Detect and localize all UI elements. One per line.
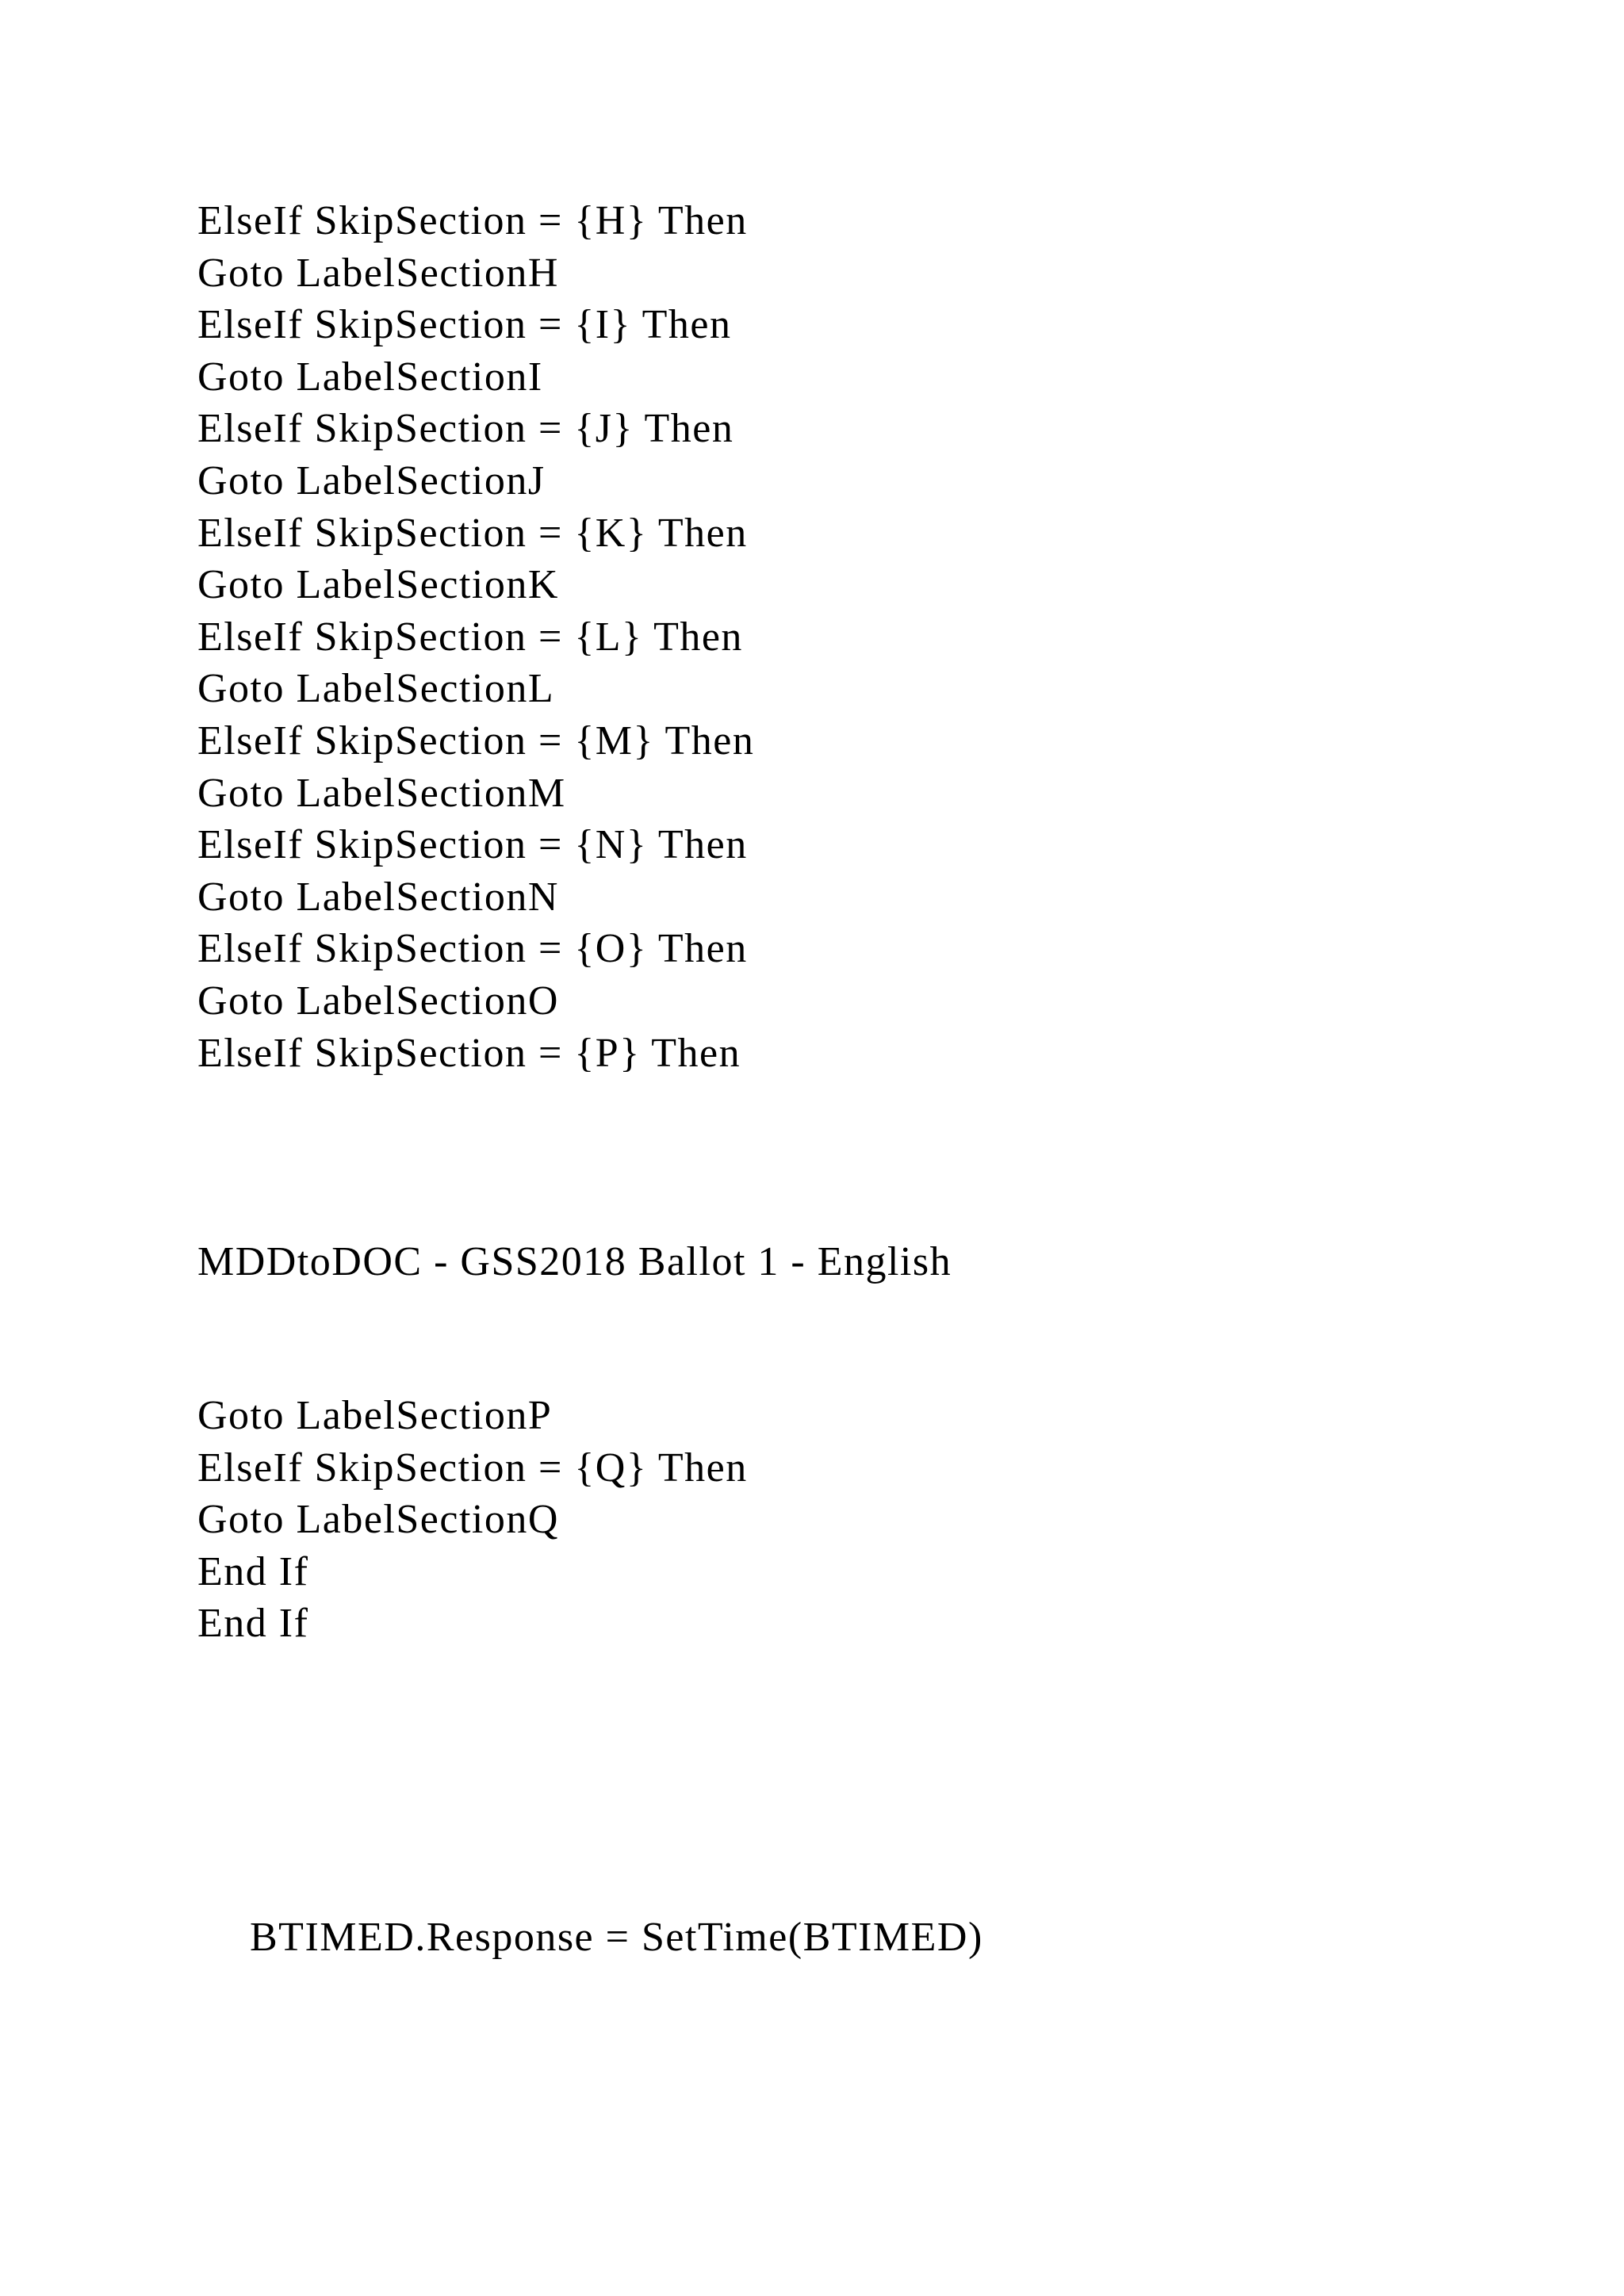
- code-line: Goto LabelSectionK: [197, 562, 559, 608]
- code-line: ElseIf SkipSection = {P} Then: [197, 1030, 741, 1076]
- page-header-text: MDDtoDOC - GSS2018 Ballot 1 - English: [197, 1239, 952, 1284]
- code-line: ElseIf SkipSection = {J} Then: [197, 406, 734, 452]
- code-line: Goto LabelSectionH: [197, 250, 559, 296]
- code-line: Goto LabelSectionN: [197, 874, 559, 920]
- code-line: ElseIf SkipSection = {Q} Then: [197, 1445, 748, 1490]
- code-line: Goto LabelSectionL: [197, 666, 555, 712]
- code-block-set-time: [250, 1911, 983, 1964]
- code-block-goto-end: [197, 1390, 748, 1650]
- code-line: Goto LabelSectionO: [197, 978, 559, 1024]
- code-line: End If: [197, 1548, 309, 1594]
- code-line: End If: [197, 1601, 309, 1647]
- code-line: Goto LabelSectionI: [197, 354, 543, 400]
- code-line: ElseIf SkipSection = {H} Then: [197, 198, 748, 243]
- code-line: ElseIf SkipSection = {O} Then: [197, 926, 748, 972]
- code-block-skip-sections: [197, 195, 754, 1079]
- code-line: ElseIf SkipSection = {N} Then: [197, 822, 748, 868]
- code-line: ElseIf SkipSection = {M} Then: [197, 718, 755, 763]
- code-line: ElseIf SkipSection = {I} Then: [197, 302, 732, 348]
- code-line: Goto LabelSectionM: [197, 770, 566, 816]
- code-line: BTIMED.Response = SetTime(BTIMED): [250, 1915, 983, 1960]
- code-line: Goto LabelSectionJ: [197, 457, 546, 503]
- page-header: [197, 1236, 952, 1288]
- code-line: Goto LabelSectionQ: [197, 1497, 559, 1543]
- code-line: Goto LabelSectionP: [197, 1393, 553, 1438]
- code-line: ElseIf SkipSection = {K} Then: [197, 510, 748, 556]
- code-line: ElseIf SkipSection = {L} Then: [197, 614, 743, 660]
